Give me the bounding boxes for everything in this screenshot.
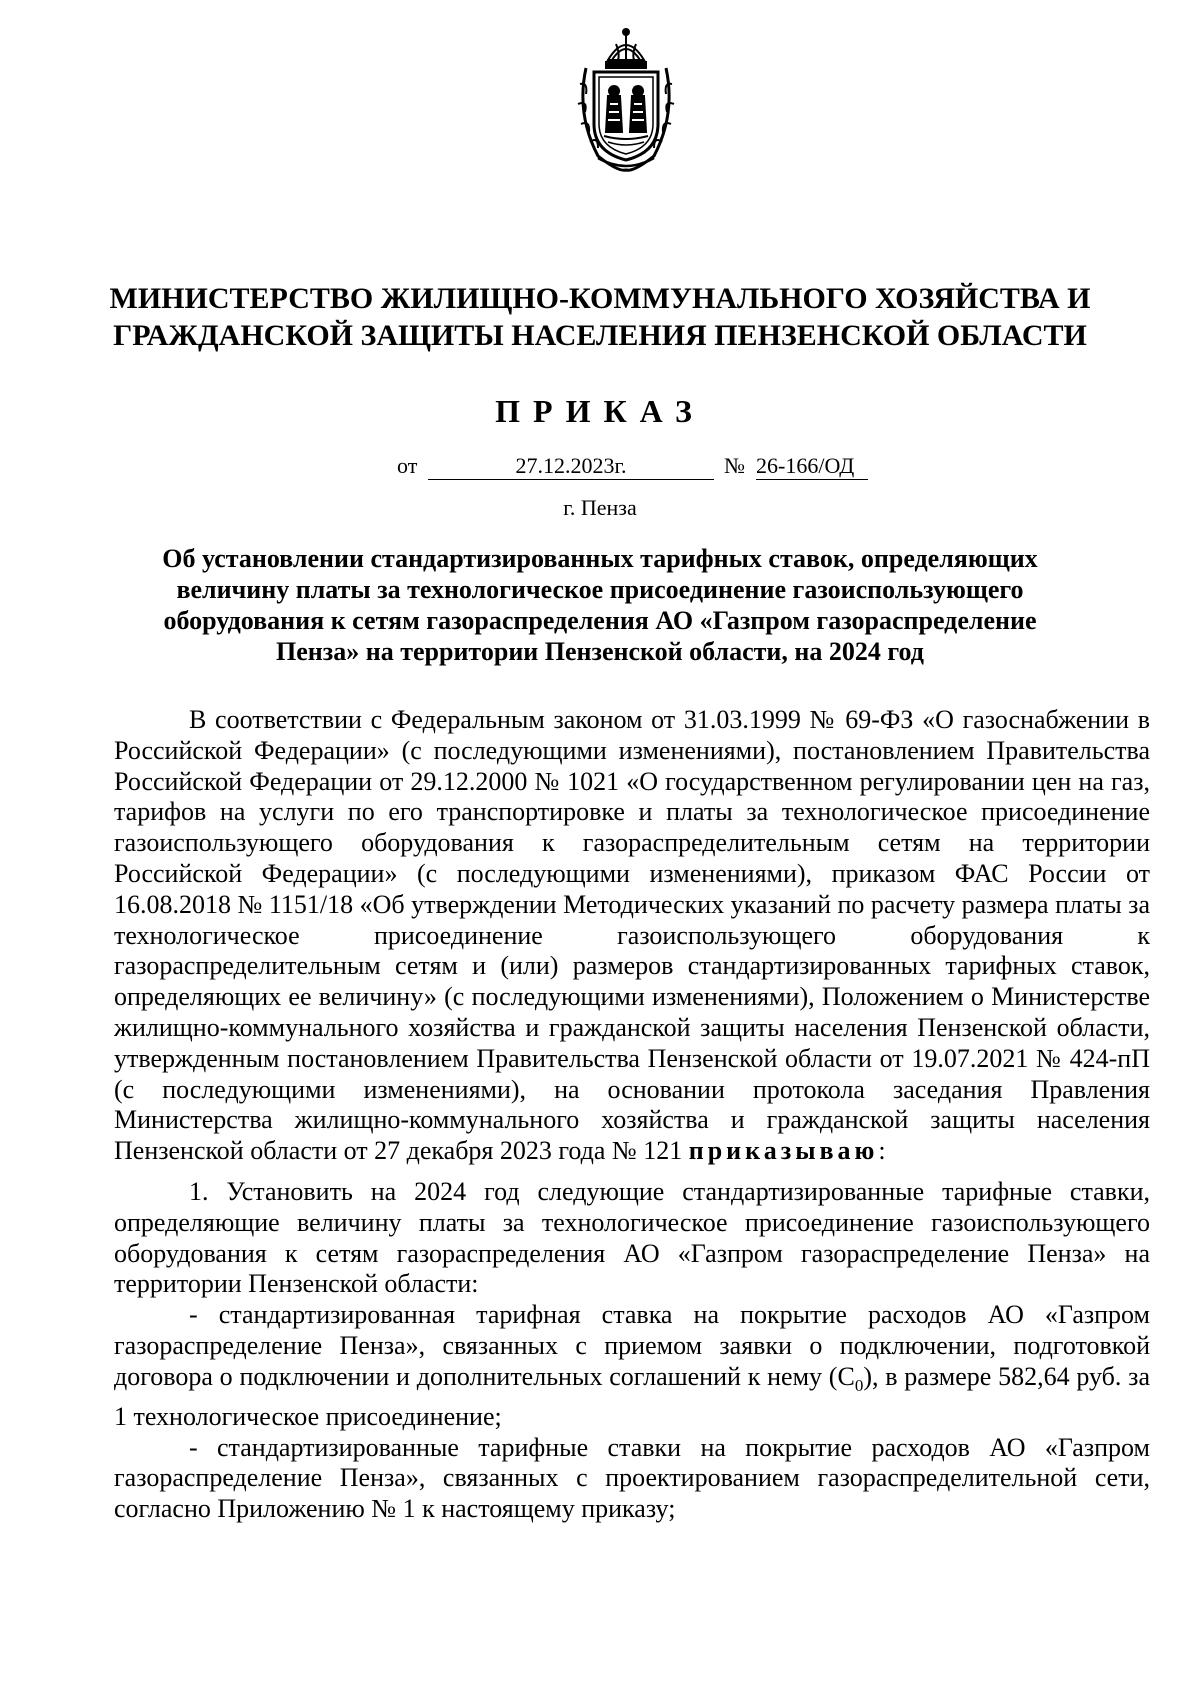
subject-line-4: Пенза» на территории Пензенской области, на 2024 год <box>276 637 924 666</box>
dash-item-2: - стандартизированные тарифные ставки на покрытие расходов АО «Газпром газораспределение Пенза», связанных с проектированием газораспределительной сети, согласно Приложению № 1 к настоящему приказу; <box>114 1432 1150 1524</box>
order-body <box>114 705 1150 1525</box>
subject-line-2: величину платы за технологическое присоединение газоиспользующего <box>176 575 1024 604</box>
ministry-name-line-2: ГРАЖДАНСКОЙ ЗАЩИТЫ НАСЕЛЕНИЯ ПЕНЗЕНСКОЙ ОБЛАСТИ <box>113 319 1087 352</box>
order-date: 27.12.2023г. <box>428 453 714 480</box>
item-1-paragraph: 1. Установить на 2024 год следующие стандартизированные тарифные ставки, определяющие величину платы за технологическое присоединение газоиспользующего оборудования к сетям газораспределения АО «Газпром газораспределение Пенза» на территории Пензенской области: <box>114 1176 1150 1299</box>
order-number: 26-166/ОД <box>756 453 868 480</box>
number-prefix: № <box>724 453 745 478</box>
dash-item-1-text-b: ), в размере 582,64 руб. за 1 технологическое присоединение; <box>114 1361 1150 1431</box>
preamble-text: В соответствии с Федеральным законом от 31.03.1999 № 69-ФЗ «О газоснабжении в Российской Федерации» (с последующими изменениями), постановлением Правительства Российской Федерации от 29.12.2000 № 1021 «О государственном регулировании цен на газ, тарифов на услуги по его транспортировке и платы за технологическое присоединение газоиспользующего оборудования к газораспределительным сетям на территории Российской Федерации» (с последующими изменениями), приказом ФАС России от 16.08.2018 № 1151/18 «Об утверждении Методических указаний по расчету размера платы за технологическое присоединение газоиспользующего оборудования к газораспределительным сетям и (или) размеров стандартизированных тарифных ставок, определяющих ее величину» (с последующими изменениями), Положением о Министерстве жилищно-коммунального хозяйства и гражданской защиты населения Пензенской области, утвержденным постановлением Правительства Пензенской области от 19.07.2021 № 424-пП (с последующими изменениями), на основании протокола заседания Правления Министерства жилищно-коммунального хозяйства и гражданской защиты населения Пензенской области от 27 декабря 2023 года № 121 <box>114 705 1150 1166</box>
preamble-paragraph <box>114 705 1150 1167</box>
dash-item-1-subscript: 0 <box>854 1375 864 1395</box>
order-word: приказываю <box>688 1136 879 1166</box>
ministry-name <box>100 280 1100 354</box>
order-subject <box>120 543 1080 667</box>
coat-of-arms-emblem <box>568 24 684 174</box>
document-type-title: ПРИКАЗ <box>495 393 705 429</box>
date-prefix: от <box>397 453 418 478</box>
dash-item-1-text-a: - стандартизированная тарифная ставка на покрытие расходов АО «Газпром газораспределение Пенза», связанных с приемом заявки о подключении, подготовкой договора о подключении и дополнительных соглашений к нему (С <box>114 1300 1150 1391</box>
order-colon: : <box>878 1136 886 1166</box>
dash-item-1 <box>114 1300 1150 1432</box>
city-name: г. Пенза <box>563 495 637 520</box>
ministry-name-line-1: МИНИСТЕРСТВО ЖИЛИЩНО-КОММУНАЛЬНОГО ХОЗЯЙСТВА И <box>109 282 1091 315</box>
subject-line-3: оборудования к сетям газораспределения АО «Газпром газораспределение <box>163 606 1037 635</box>
subject-line-1: Об установлении стандартизированных тарифных ставок, определяющих <box>162 544 1038 573</box>
